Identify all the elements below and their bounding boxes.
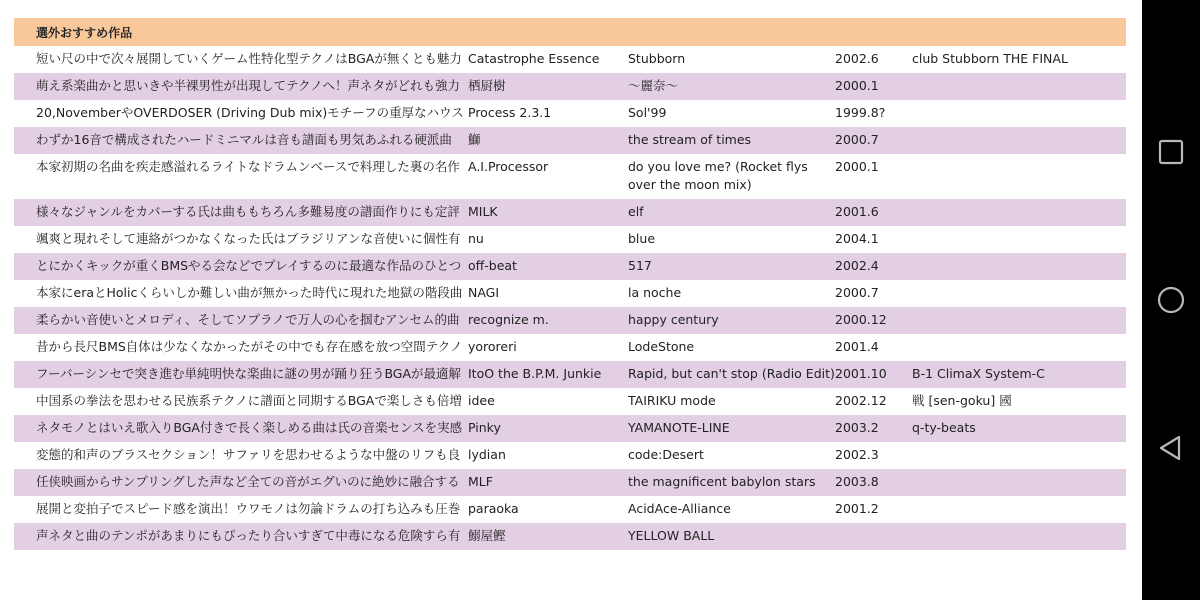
row-date: 2002.3	[835, 447, 879, 462]
row-artist: Catastrophe Essence	[468, 51, 600, 66]
back-button[interactable]	[1151, 428, 1191, 468]
row-date: 2002.6	[835, 51, 879, 66]
row-artist: nu	[468, 231, 484, 246]
row-description: 展開と変拍子でスピード感を演出！ウワモノは勿論ドラムの打ち込みも圧巻	[36, 501, 461, 516]
row-song-title: Stubborn	[628, 51, 686, 66]
row-event	[912, 469, 1126, 478]
row-song-title: ～麗奈～	[628, 78, 679, 93]
row-event	[912, 73, 1126, 82]
row-event: B-1 ClimaX System-C	[912, 366, 1045, 381]
table-row	[14, 46, 1126, 73]
table-row	[14, 469, 1126, 496]
row-description: 昔から長尺BMS自体は少なくなかったがその中でも存在感を放つ空間テクノ	[36, 339, 463, 354]
row-artist: yororeri	[468, 339, 517, 354]
row-artist: lydian	[468, 447, 506, 462]
row-artist: ItoO the B.P.M. Junkie	[468, 366, 602, 381]
row-song-title: YELLOW BALL	[628, 528, 715, 543]
row-date: 2000.1	[835, 159, 879, 174]
table-row	[14, 253, 1126, 280]
row-description: わずか16音で構成されたハードミニマルは音も譜面も男気あふれる硬派曲	[36, 132, 452, 147]
row-date: 2001.2	[835, 501, 879, 516]
row-event: club Stubborn THE FINAL	[912, 51, 1068, 66]
table-header	[14, 18, 1126, 46]
row-description: 声ネタと曲のテンポがあまりにもぴったり合いすぎて中毒になる危険すら有	[36, 528, 461, 543]
table-row	[14, 307, 1126, 334]
row-song-title: TAIRIKU mode	[628, 393, 716, 408]
row-event	[912, 100, 1126, 109]
row-date: 2001.10	[835, 366, 887, 381]
table-row	[14, 127, 1126, 154]
row-description: フーバーシンセで突き進む単純明快な楽曲に謎の男が踊り狂うBGAが最適解	[36, 366, 462, 381]
row-song-title: LodeStone	[628, 339, 695, 354]
row-description: 中国系の拳法を思わせる民族系テクノに譜面と同期するBGAで楽しさも倍増	[36, 393, 462, 408]
table-row	[14, 73, 1126, 100]
row-event	[912, 523, 1126, 532]
recents-square-icon	[1158, 139, 1184, 165]
row-description: 颯爽と現れそして連絡がつかなくなった氏はブラジリアンな音使いに個性有	[36, 231, 461, 246]
row-song-title: elf	[628, 204, 644, 219]
row-song-title: AcidAce-Alliance	[628, 501, 731, 516]
row-description: 柔らかい音使いとメロディ、そしてソプラノで万人の心を掴むアンセム的曲	[36, 312, 460, 327]
row-artist: NAGI	[468, 285, 500, 300]
table-row	[14, 388, 1126, 415]
row-artist: paraoka	[468, 501, 519, 516]
row-date: 2003.2	[835, 420, 879, 435]
row-song-title: Sol'99	[628, 105, 667, 120]
table-row	[14, 154, 1126, 199]
row-date: 2000.7	[835, 132, 879, 147]
table-row	[14, 334, 1126, 361]
row-artist: MLF	[468, 474, 493, 489]
table-row	[14, 100, 1126, 127]
row-event	[912, 127, 1126, 136]
row-date: 2002.4	[835, 258, 879, 273]
row-song-title: code:Desert	[628, 447, 704, 462]
row-artist: Process 2.3.1	[468, 105, 552, 120]
row-event	[912, 154, 1126, 163]
row-event: q-ty-beats	[912, 420, 976, 435]
table-row	[14, 442, 1126, 469]
table-row	[14, 199, 1126, 226]
android-navigation-bar	[1142, 0, 1200, 600]
table-row	[14, 361, 1126, 388]
row-date	[835, 523, 912, 532]
table-body	[14, 46, 1126, 550]
row-artist: Pinky	[468, 420, 501, 435]
row-description: とにかくキックが重くBMSやる会などでプレイするのに最適な作品のひとつ	[36, 258, 462, 273]
row-description: 変態的和声のブラスセクション！サファリを思わせるような中盤のリフも良	[36, 447, 461, 462]
row-date: 2000.1	[835, 78, 879, 93]
row-event	[912, 226, 1126, 235]
row-date: 2001.6	[835, 204, 879, 219]
row-date: 2000.7	[835, 285, 879, 300]
row-song-title: the magnificent babylon stars	[628, 474, 816, 489]
row-event	[912, 253, 1126, 262]
home-circle-icon	[1156, 285, 1186, 315]
row-description: 20,NovemberやOVERDOSER (Driving Dub mix)モチーフの重厚なハウス	[36, 105, 464, 120]
recommendation-table	[14, 18, 1126, 550]
recents-button[interactable]	[1151, 132, 1191, 172]
table-header-title: 選外おすすめ作品	[36, 25, 133, 40]
row-date: 1999.8?	[835, 105, 886, 120]
table-row	[14, 280, 1126, 307]
row-description: 本家初期の名曲を疾走感溢れるライトなドラムンベースで料理した裏の名作	[36, 159, 460, 174]
row-song-title: the stream of times	[628, 132, 752, 147]
row-song-title: blue	[628, 231, 656, 246]
row-description: 任侠映画からサンプリングした声など全ての音がエグいのに絶妙に融合する	[36, 474, 460, 489]
row-description: 本家にeraとHolicくらいしか難しい曲が無かった時代に現れた地獄の階段曲	[36, 285, 463, 300]
row-date: 2002.12	[835, 393, 887, 408]
row-song-title: happy century	[628, 312, 719, 327]
row-event: 戦 [sen-goku] 國	[912, 393, 1012, 408]
row-artist: A.I.Processor	[468, 159, 549, 174]
row-song-title: YAMANOTE-LINE	[628, 420, 730, 435]
row-artist: idee	[468, 393, 495, 408]
row-description: 萌え系楽曲かと思いきや半裸男性が出現してテクノへ！声ネタがどれも強力	[36, 78, 461, 93]
row-event	[912, 334, 1126, 343]
row-date: 2003.8	[835, 474, 879, 489]
row-artist: 鰯屋鰹	[468, 528, 506, 543]
row-event	[912, 307, 1126, 316]
table-row	[14, 496, 1126, 523]
row-description: ネタモノとはいえ歌入りBGA付きで長く楽しめる曲は氏の音楽センスを実感	[36, 420, 463, 435]
row-event	[912, 280, 1126, 289]
row-artist: recognize m.	[468, 312, 549, 327]
table-row	[14, 226, 1126, 253]
row-artist: off-beat	[468, 258, 517, 273]
row-event	[912, 442, 1126, 451]
row-date: 2000.12	[835, 312, 887, 327]
row-description: 様々なジャンルをカバーする氏は曲ももちろん多難易度の譜面作りにも定評	[36, 204, 460, 219]
row-event	[912, 496, 1126, 505]
row-artist: 栖厨樹	[468, 78, 506, 93]
row-song-title: Rapid, but can't stop (Radio Edit)	[628, 366, 835, 381]
row-description: 短い尺の中で次々展開していくゲーム性特化型テクノはBGAが無くとも魅力	[36, 51, 462, 66]
table-row	[14, 523, 1126, 550]
row-song-title: la noche	[628, 285, 682, 300]
row-song-title: 517	[628, 258, 652, 273]
row-artist: MILK	[468, 204, 498, 219]
table-row	[14, 415, 1126, 442]
row-date: 2001.4	[835, 339, 879, 354]
row-artist: 鰤	[468, 132, 481, 147]
home-button[interactable]	[1151, 280, 1191, 320]
row-song-title: do you love me? (Rocket flys over the moon mix)	[628, 159, 808, 192]
row-event	[912, 199, 1126, 208]
row-date: 2004.1	[835, 231, 879, 246]
back-triangle-icon	[1157, 434, 1185, 462]
